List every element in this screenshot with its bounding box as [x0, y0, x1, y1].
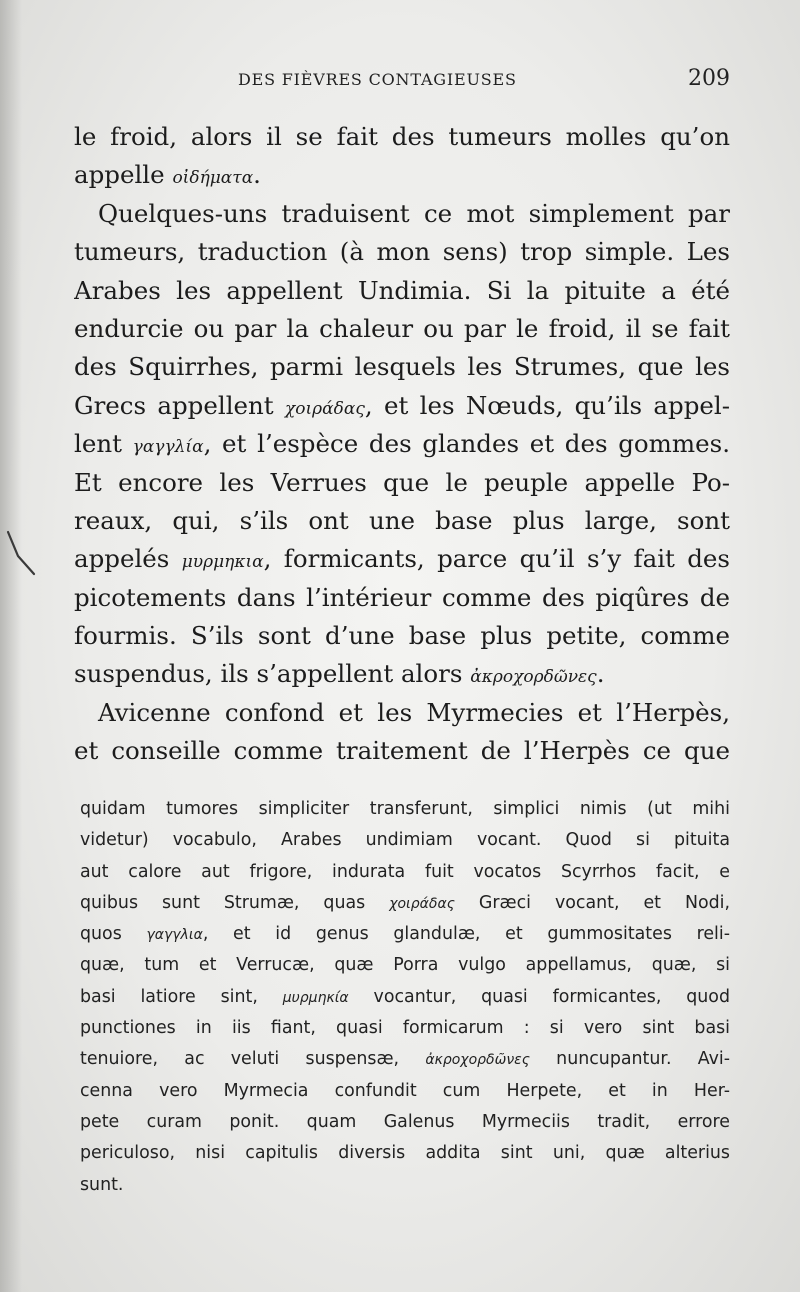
text-line-text: des Squirrhes, parmi lesquels les Strumes, que les — [74, 352, 730, 382]
text-line — [74, 502, 730, 540]
text-line-text: Et encore les Verrues que le peuple appelle Po- — [74, 467, 730, 497]
text-line — [74, 118, 730, 156]
text-line — [74, 156, 730, 194]
text-line-text: Grecs appellent — [74, 390, 285, 420]
footnote-line-text: quidam tumores simpliciter transferunt, simplici nimis (ut mihi — [80, 799, 730, 819]
text-line — [74, 579, 730, 617]
margin-pencil-mark — [4, 528, 38, 578]
greek-term: μυρμηκια — [181, 552, 264, 573]
running-title: DES FIÈVRES CONTAGIEUSES — [238, 70, 517, 89]
text-line-text: endurcie ou par la chaleur ou par le froid, il se fait — [74, 313, 730, 343]
footnote-line-text-after: vocantur, quasi formicantes, quod — [348, 986, 730, 1007]
greek-term: ἀκροχορδῶνες — [470, 667, 597, 688]
text-line-text: Avicenne confond et les Myrmecies et l’Herpès, — [98, 697, 730, 727]
footnote-line-text: punctiones in iis fiant, quasi formicarum : si vero sint basi — [80, 1018, 730, 1039]
text-line-text: appelle — [74, 160, 173, 190]
footnote-line — [80, 1138, 730, 1169]
footnote-line-text: pete curam ponit. quam Galenus Myrmeciis tradit, errore — [80, 1111, 730, 1132]
text-line-text: appelés — [74, 544, 182, 574]
text-line-text-after: . — [253, 160, 261, 190]
text-line-text: le froid, alors il se fait des tumeurs molles qu’on — [74, 122, 730, 151]
text-line-text: Quelques-uns traduisent ce mot simplement par — [98, 198, 730, 228]
text-line-text-after: . — [596, 659, 605, 689]
text-line — [74, 464, 730, 502]
footnote-line-text: tenuiore, ac veluti suspensæ, — [80, 1049, 426, 1070]
footnote-line-text: aut calore aut frigore, indurata fuit vocatos Scyrrhos facit, e — [80, 861, 730, 882]
footnote-line-text: videtur) vocabulo, Arabes undimiam vocant. Quod si pituita — [80, 830, 730, 851]
text-line — [74, 387, 730, 425]
text-line — [74, 195, 730, 233]
greek-term: οἰδήματα — [172, 168, 254, 189]
footnote-line-text-after: nuncupantur. Avi- — [529, 1049, 730, 1070]
footnote-line-text: quibus sunt Strumæ, quas — [80, 892, 390, 913]
footnote-line-text: cenna vero Myrmecia confundit cum Herpete, et in Her- — [80, 1080, 730, 1101]
footnote-line — [80, 825, 730, 856]
footnote-line — [80, 950, 730, 981]
footnote-line-text: quæ, tum et Verrucæ, quæ Porra vulgo appellamus, quæ, si — [80, 955, 730, 976]
greek-term: χοιράδας — [389, 895, 455, 912]
text-line-text: picotements dans l’intérieur comme des piqûres de — [74, 582, 730, 612]
text-line-text: suspendus, ils s’appellent alors — [74, 659, 471, 689]
footnote-latin — [80, 794, 730, 1201]
text-line — [74, 233, 730, 271]
footnote-line — [80, 1076, 730, 1107]
text-line — [74, 694, 730, 732]
footnote-line — [80, 1170, 730, 1201]
text-line-text: reaux, qui, s’ils ont une base plus large, sont — [74, 505, 730, 535]
footnote-line-text: sunt. — [80, 1174, 124, 1195]
footnote-line-text-after: , et id genus glandulæ, et gummositates reli- — [202, 924, 730, 945]
text-line-text-after: , et l’espèce des glandes et des gommes. — [203, 429, 730, 459]
footnote-line — [80, 919, 730, 950]
greek-term: χοιράδας — [284, 398, 365, 419]
footnote-line — [80, 1013, 730, 1044]
footnote-line-text-after: Græci vocant, et Nodi, — [454, 892, 730, 913]
text-line — [74, 272, 730, 310]
text-line-text: tumeurs, traduction (à mon sens) trop simple. Les — [74, 237, 730, 267]
footnote-line-text: basi latiore sint, — [80, 986, 283, 1007]
text-line-text: Arabes les appellent Undimia. Si la pituite a été — [74, 275, 730, 305]
page-gutter-shadow — [0, 0, 22, 1292]
greek-term: ἀκροχορδῶνες — [425, 1052, 530, 1069]
page-number: 209 — [688, 66, 730, 91]
footnote-line — [80, 982, 730, 1013]
text-line — [74, 617, 730, 655]
greek-term: γαγγλια — [146, 927, 203, 944]
text-line — [74, 310, 730, 348]
text-line-text: et conseille comme traitement de l’Herpès ce que — [74, 736, 730, 766]
text-line — [74, 425, 730, 463]
footnote-line — [80, 794, 730, 825]
text-line-text-after: , formicants, parce qu’il s’y fait des — [263, 544, 730, 574]
footnote-line — [80, 1107, 730, 1138]
text-line — [74, 348, 730, 386]
greek-term: γαγγλία — [132, 437, 204, 458]
greek-term: μυρμηκία — [282, 989, 349, 1006]
main-text — [74, 118, 730, 771]
footnote-line-text: quos — [80, 924, 147, 945]
text-line — [74, 732, 730, 770]
footnote-line — [80, 857, 730, 888]
text-line-text-after: , et les Nœuds, qu’ils appel- — [364, 390, 730, 420]
text-line — [74, 540, 730, 578]
footnote-line — [80, 888, 730, 919]
text-line-text: lent — [74, 429, 133, 459]
text-line — [74, 655, 730, 693]
page-header — [78, 68, 730, 98]
footnote-line-text: periculoso, nisi capitulis diversis addita sint uni, quæ alterius — [80, 1143, 730, 1164]
text-line-text: fourmis. S’ils sont d’une base plus petite, comme — [74, 621, 730, 651]
footnote-line — [80, 1044, 730, 1075]
